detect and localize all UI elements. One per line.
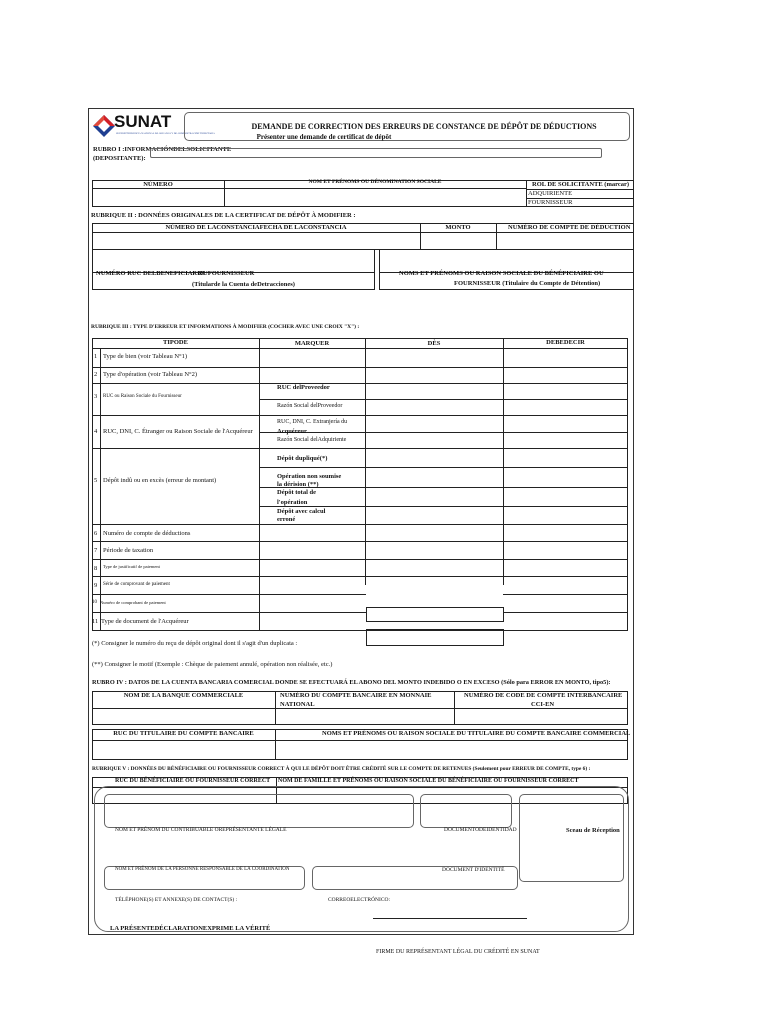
footer-firme: FIRME DU REPRÉSENTANT LÉGAL DU CRÉDITÉ EN SUNAT — [376, 949, 540, 955]
sub4b: Razón Social delAdquiriente — [277, 437, 347, 443]
sub3a: RUC delProveedor — [277, 384, 330, 391]
rubro2-ruc-label: NUMÉRO RUC DELBENEFICIARIO — [96, 270, 205, 277]
row-num: 1 — [94, 353, 98, 360]
rubro4-col-numero: NUMÉRO DU COMPTE BANCAIRE EN MONNAIE — [280, 692, 432, 699]
sub4a-2: Acquéreur — [277, 428, 307, 435]
rubro3-title: RUBRIQUE III : TYPE D'ERREUR ET INFORMATIONS À MODIFIER (COCHER AVEC UNE CROIX "X") : — [91, 324, 360, 330]
logo-brand: SUNAT — [114, 112, 172, 131]
contrib-name-box[interactable] — [104, 794, 414, 828]
footer-doc-identite-2: DOCUMENT D'IDENTITÉ — [442, 867, 505, 873]
sunat-emblem-icon — [92, 114, 116, 138]
rubro1-col-rol: ROL DE SOLICITANTE (marcar) — [532, 181, 630, 188]
row-label: RUC ou Raison Sociale du Fournisseur — [103, 394, 182, 399]
rol-option-adquiriente[interactable]: ADQUIRIENTE — [528, 190, 573, 197]
footer-sceau: Sceau de Réception — [566, 827, 620, 834]
numero-field[interactable] — [92, 188, 225, 207]
rubro2-col-monto: MONTO — [445, 224, 471, 231]
row-label: Type d'opération (voir Tableau N°2) — [103, 371, 198, 378]
rubro4-title: RUBRO IV : DATOS DE LA CUENTA BANCARIA COMERCIAL DONDE SE EFECTUARÁ EL ABONO DEL MONTO INDEBIDO O EN EXCESO (Sólo para ERROR EN MONTO, tipo5): — [92, 679, 611, 686]
row-label: Série de comprovant de paiement — [103, 582, 170, 587]
rubro3-note2: (**) Consigner le motif (Exemple : Chèque de paiement annulé, opération non réalisée, etc.) — [92, 661, 333, 668]
rubro5-col-nom: NOM DE FAMILLE ET PRÉNOMS OU RAISON SOCIALE DU BÉNÉFICIAIRE OU FOURNISSEUR CORRECT — [278, 778, 579, 784]
footer-declaration: LA PRÉSENTEDÉCLARATIONEXPRIME LA VÉRITÉ — [110, 925, 271, 932]
row-num: 5 — [94, 477, 98, 484]
rubro4-col-ruc: RUC DU TITULAIRE DU COMPTE BANCAIRE — [113, 730, 254, 737]
rubro3-row10-des-box[interactable] — [366, 607, 504, 622]
rubro1-title-2: (DEPOSITANTE): — [93, 155, 146, 162]
sunat-logo — [92, 112, 215, 141]
row-num: 4 — [94, 428, 98, 435]
sceau-box[interactable] — [519, 794, 624, 882]
rubro1-input-bar[interactable] — [150, 148, 602, 158]
sub5b-2: la dérision (**) — [277, 481, 319, 488]
rubro4-col-cci: NUMÉRO DE CODE DE COMPTE INTERBANCAIRE — [464, 692, 623, 699]
rubro3-note1: (*) Consigner le numéro du reçu de dépôt original dont il s'agit d'un duplicata : — [92, 640, 298, 647]
rubro3-col-tipo: TIPODE — [163, 339, 188, 346]
sub5b: Opération non soumise — [277, 473, 342, 480]
rubro1-title: RUBRO I :INFORMACIÓNDELSOLICITANTE — [93, 146, 232, 153]
rubro4-col-noms: NOMS ET PRÉNOMS OU RAISON SOCIALE DU TITULAIRE DU COMPTE BANCAIRE COMMERCIAL — [322, 730, 631, 737]
rubro4-col-cci-2: CCI-EN — [531, 701, 555, 708]
rubro4-col-banque: NOM DE LA BANQUE COMMERCIALE — [123, 692, 244, 699]
sub5d: Dépôt avec calcul — [277, 508, 326, 515]
sub5c: Dépôt total de — [277, 489, 316, 496]
row-num: 7 — [94, 547, 98, 554]
sub5c-2: l'opération — [277, 499, 308, 506]
rol-option-fournisseur[interactable]: FOURNISSEUR — [528, 199, 573, 206]
row-label: Numéro de comprobant de paiement — [100, 600, 166, 605]
form-subtitle: Présenter une demande de certificat de dépôt — [256, 133, 392, 141]
form-title: DEMANDE DE CORRECTION DES ERREURS DE CONSTANCE DE DÉPÔT DE DÉDUCTIONS — [251, 122, 597, 131]
rubro3-table — [92, 338, 628, 631]
logo-tagline: SUPERINTENDENCIA NACIONAL DE ADUANAS Y DE ADMINISTRACIÓN TRIBUTARIA — [116, 132, 215, 135]
row-num: 10 — [92, 600, 97, 605]
sub3b: Razón Social delProveedor — [277, 403, 343, 409]
sub4a: RUC, DNI, C. Extranjería du — [277, 419, 348, 425]
rubro2-col-compte: NUMÉRO DE COMPTE DE DÉDUCTION — [508, 224, 631, 231]
row-num: 8 — [94, 565, 98, 572]
rubro2-noms-line2: FOURNISSEUR (Titulaire du Compte de Détention) — [454, 280, 601, 287]
row-label: Dépôt indû ou en excès (erreur de montant) — [103, 477, 217, 484]
footer-doc-identite: DOCUMENTODEIDENTIDAD — [444, 827, 517, 833]
rubro2-col-numero-fecha: NÚMERO DE LACONSTANCIAFECHA DE LACONSTANCIA — [165, 224, 347, 231]
row-num: 3 — [94, 393, 98, 400]
rubro1-col-nom: NOM ET PRÉNOMS OU DÉNOMINATION SOCIALE — [308, 179, 442, 185]
sub5d-2: erroné — [277, 516, 296, 523]
rubro3-col-debe: DEBEDECIR — [546, 339, 585, 346]
rubro1-col-numero: NÚMERO — [143, 181, 173, 188]
row-num: 11 — [92, 618, 99, 625]
rubro2-noms-line1: NOMS ET PRÉNOMS OU RAISON SOCIALE DU BÉNÉFICIAIRE OU — [399, 270, 604, 277]
row-label: Numéro de compte de déductions — [103, 530, 191, 537]
row-label: RUC, DNI, C. Étranger ou Raison Sociale de l'Acquéreur — [103, 428, 253, 435]
footer-contrib: NOM ET PRÉNOM DU CONTRIBUABLE OREPRÉSENTANTE LÉGALE — [115, 827, 287, 833]
doc-identite-box[interactable] — [420, 794, 512, 828]
rubro2-ruc-sub: (Titularde la Cuenta deDetracciones) — [192, 281, 295, 288]
rubro4-col-numero-2: NATIONAL — [280, 701, 315, 708]
row-label: Type de bien (voir Tableau N°1) — [103, 353, 188, 360]
rubro3-col-des: DÈS — [427, 340, 441, 347]
row-num: 6 — [94, 530, 98, 537]
sub5a: Dépôt dupliqué(*) — [277, 455, 328, 462]
signature-line — [373, 918, 527, 919]
rubro2-title: RUBRIQUE II : DONNÉES ORIGINALES DE LA CERTIFICAT DE DÉPÔT À MODIFIER : — [91, 212, 356, 219]
rubro2-ruc-label-b: OUFOURNISSEUR — [198, 270, 255, 277]
rubro3-col-marquer: MARQUER — [294, 340, 330, 347]
row-label: Période de taxation — [103, 547, 154, 554]
footer-responsable: NOM ET PRÉNOM DE LA PERSONNE RESPONSABLE DE LA COORDINATION — [115, 867, 290, 872]
nom-field[interactable] — [225, 188, 526, 207]
footer-correo: CORREOELECTRÓNICO: — [328, 897, 391, 903]
rubro5-col-ruc: RUC DU BÉNÉFICIAIRE OU FOURNISSEUR CORRECT — [115, 778, 271, 784]
row-label: Type de document de l'Acquéreur — [101, 618, 189, 625]
row-num: 2 — [94, 371, 98, 378]
row-label: Type de justificatif de paiement — [103, 564, 160, 569]
footer-telephone: TÉLÉPHONE(S) ET ANNEXE(S) DE CONTACT(S) : — [115, 897, 238, 903]
rubro5-title: RUBRIQUE V : DONNÉES DU BÉNÉFICIAIRE OU FOURNISSEUR CORRECT À QUI LE DÉPÔT DOIT ÊTRE CRÉDITÉ SUR LE COMPTE DE RETENUES (Seulement pour ERREUR DE COMPTE, type 6) : — [92, 766, 591, 772]
rubro3-row11-des-box[interactable] — [366, 629, 504, 646]
row-num: 9 — [94, 582, 98, 589]
